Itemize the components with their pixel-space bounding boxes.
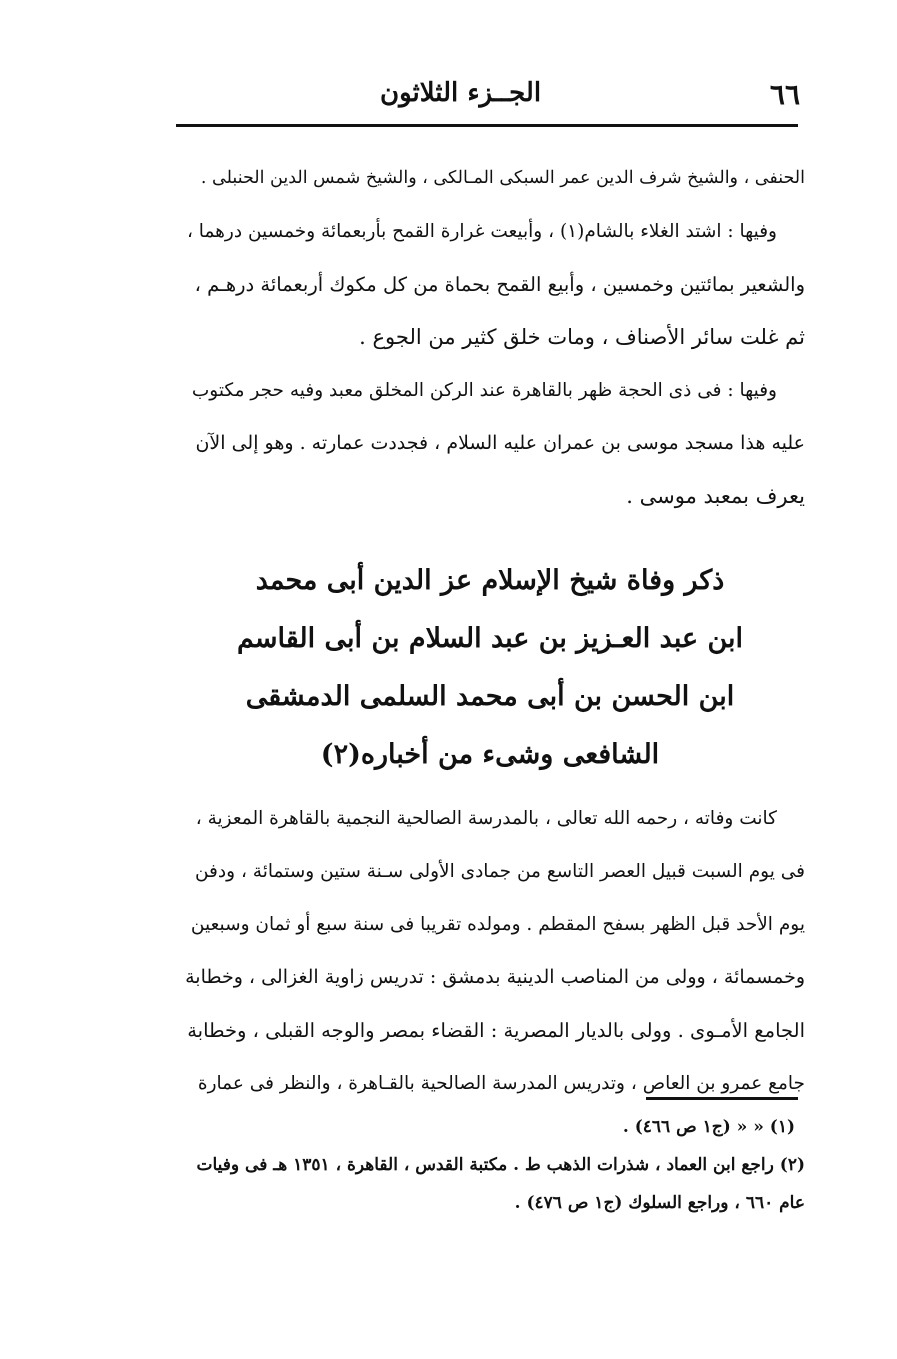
text-line: جامع عمرو بن العاص ، وتدريس المدرسة الصالحية بالقـاهرة ، والنظر فى عمارة <box>197 1073 805 1094</box>
bottom-text-block <box>185 792 805 1110</box>
text-line: ثم غلت سائر الأصناف ، ومات خلق كثير من الجوع . <box>359 325 805 349</box>
footnote-1: (١) « « (ج١ ص ٤٦٦) . <box>622 1117 795 1137</box>
footnote-2-continued: عام ٦٦٠ ، وراجع السلوك (ج١ ص ٤٧٦) . <box>514 1193 805 1213</box>
text-line: الجامع الأمـوى . وولى بالديار المصرية : القضاء بمصر والوجه القبلى ، وخطابة <box>187 1019 805 1042</box>
text-line: وفيها : اشتد الغلاء بالشام(١) ، وأبيعت غرارة القمح بأربعمائة وخمسين درهما ، <box>186 221 777 242</box>
text-line: وفيها : فى ذى الحجة ظهر بالقاهرة عند الركن المخلق معبد وفيه حجر مكتوب <box>191 380 777 401</box>
text-line: عليه هذا مسجد موسى بن عمران عليه السلام ، فجددت عمارته . وهو إلى الآن <box>195 432 805 454</box>
text-line: والشعير بمائتين وخمسين ، وأبيع القمح بحماة من كل مكوك أربعمائة درهـم ، <box>194 273 805 296</box>
text-line: كانت وفاته ، رحمه الله تعالى ، بالمدرسة الصالحية النجمية بالقاهرة المعزية ، <box>195 808 777 829</box>
footnote-2: (٢) راجع ابن العماد ، شذرات الذهب ط . مكتبة القدس ، القاهرة ، ١٣٥١ هـ فى وفيات <box>196 1155 805 1175</box>
footnote-rule <box>646 1097 798 1100</box>
heading-line: ابن الحسن بن أبى محمد السلمى الدمشقى <box>245 681 735 712</box>
header-rule <box>176 124 798 127</box>
text-line: يعرف بمعبد موسى . <box>626 484 805 508</box>
top-text-block <box>185 152 805 523</box>
heading-line: الشافعى وشىء من أخباره(٢) <box>320 739 660 770</box>
text-line: الحنفى ، والشيخ شرف الدين عمر السبكى المـالكى ، والشيخ شمس الدين الحنبلى . <box>200 168 805 188</box>
text-line: فى يوم السبت قبيل العصر التاسع من جمادى الأولى سـنة ستين وستمائة ، ودفن <box>194 861 805 882</box>
footnotes <box>185 1108 805 1222</box>
heading-line: ابن عبد العـزيز بن عبد السلام بن أبى القاسم <box>236 623 744 654</box>
page-header <box>180 72 800 124</box>
text-line: يوم الأحد قبل الظهر بسفح المقطم . ومولده تقريبا فى سنة سبع أو ثمان وسبعين <box>190 914 805 935</box>
text-line: وخمسمائة ، وولى من المناصب الدينية بدمشق : تدريس زاوية الغزالى ، وخطابة <box>185 966 805 988</box>
page-number: ٦٦ <box>769 78 800 111</box>
running-title: الجــزء الثلاثون <box>380 78 542 108</box>
heading-line: ذكر وفاة شيخ الإسلام عز الدين أبى محمد <box>255 565 725 596</box>
section-heading <box>180 552 800 784</box>
